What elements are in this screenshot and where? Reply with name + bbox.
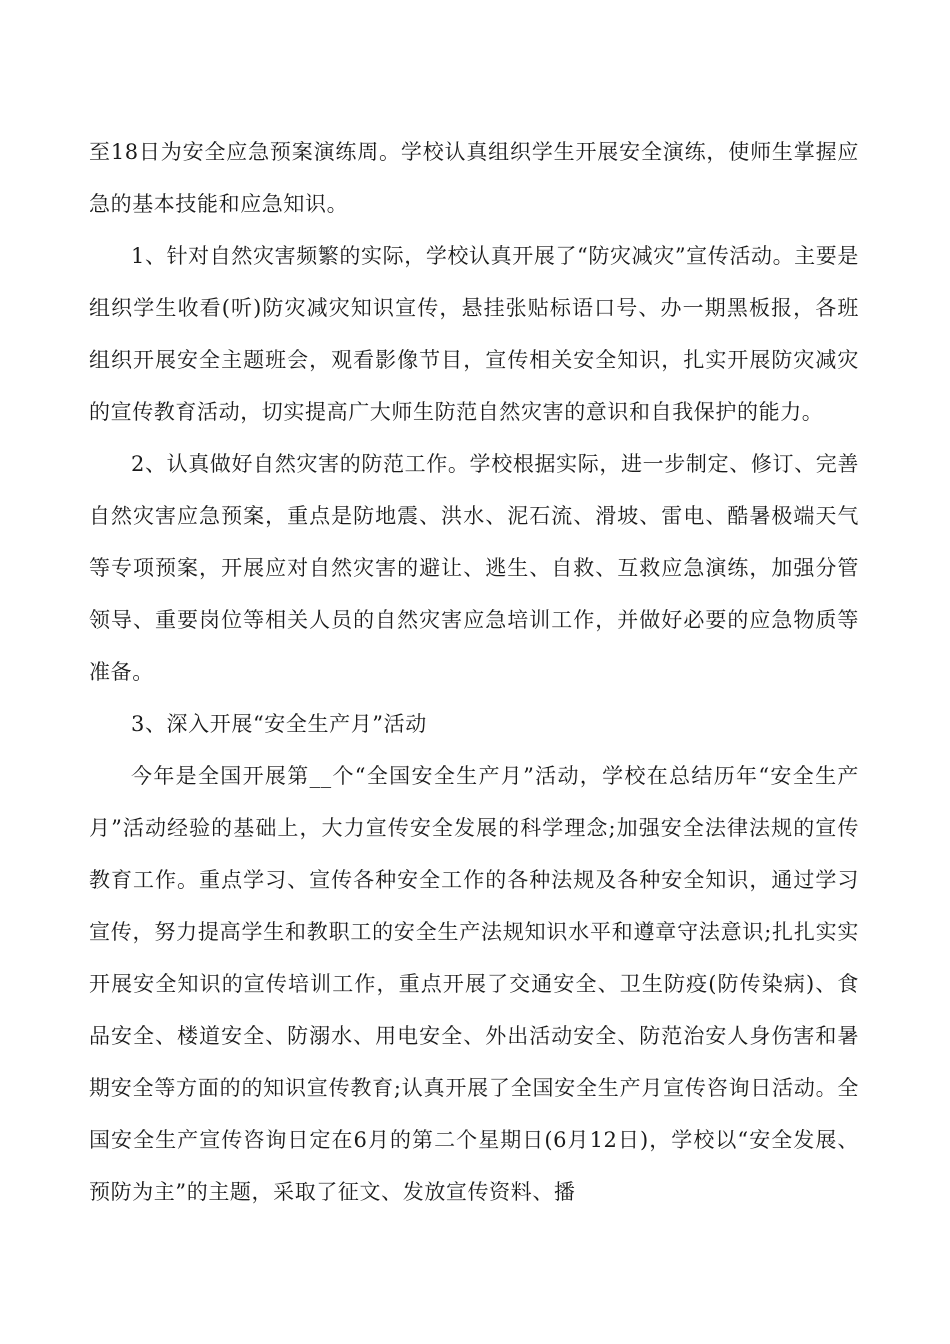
paragraph-continuation: 至18日为安全应急预案演练周。学校认真组织学生开展安全演练，使师生掌握应急的基本技能和应急知识。 [89, 140, 859, 216]
section-heading-safety-month: 3、深入开展“安全生产月”活动 [131, 712, 427, 736]
paragraph-disaster-prevention-work: 2、认真做好自然灾害的防范工作。学校根据实际，进一步制定、修订、完善自然灾害应急预案，重点是防地震、洪水、泥石流、滑坡、雷电、酷暑极端天气等专项预案，开展应对自然灾害的避让、逃生、自救、互救应急演练，加强分管领导、重要岗位等相关人员的自然灾害应急培训工作，并做好必要的应急物质等准备。 [89, 452, 859, 684]
paragraph-safety-month-activities: 今年是全国开展第__个“全国安全生产月”活动，学校在总结历年“安全生产月”活动经验的基础上，大力宣传安全发展的科学理念;加强安全法律法规的宣传教育工作。重点学习、宣传各种安全工作的各种法规及各种安全知识，通过学习宣传，努力提高学生和教职工的安全生产法规知识水平和遵章守法意识;扎扎实实开展安全知识的宣传培训工作，重点开展了交通安全、卫生防疫(防传染病)、食品安全、楼道安全、防溺水、用电安全、外出活动安全、防范治安人身伤害和暑期安全等方面的的知识宣传教育;认真开展了全国安全生产月宣传咨询日活动。全国安全生产宣传咨询日定在6月的第二个星期日(6月12日)，学校以“安全发展、预防为主”的主题，采取了征文、发放宣传资料、播 [89, 764, 859, 1204]
paragraph-disaster-prevention-publicity: 1、针对自然灾害频繁的实际，学校认真开展了“防灾减灾”宣传活动。主要是组织学生收看(听)防灾减灾知识宣传，悬挂张贴标语口号、办一期黑板报，各班组织开展安全主题班会，观看影像节目，宣传相关安全知识，扎实开展防灾减灾的宣传教育活动，切实提高广大师生防范自然灾害的意识和自我保护的能力。 [89, 244, 859, 424]
document-body [89, 126, 859, 1218]
